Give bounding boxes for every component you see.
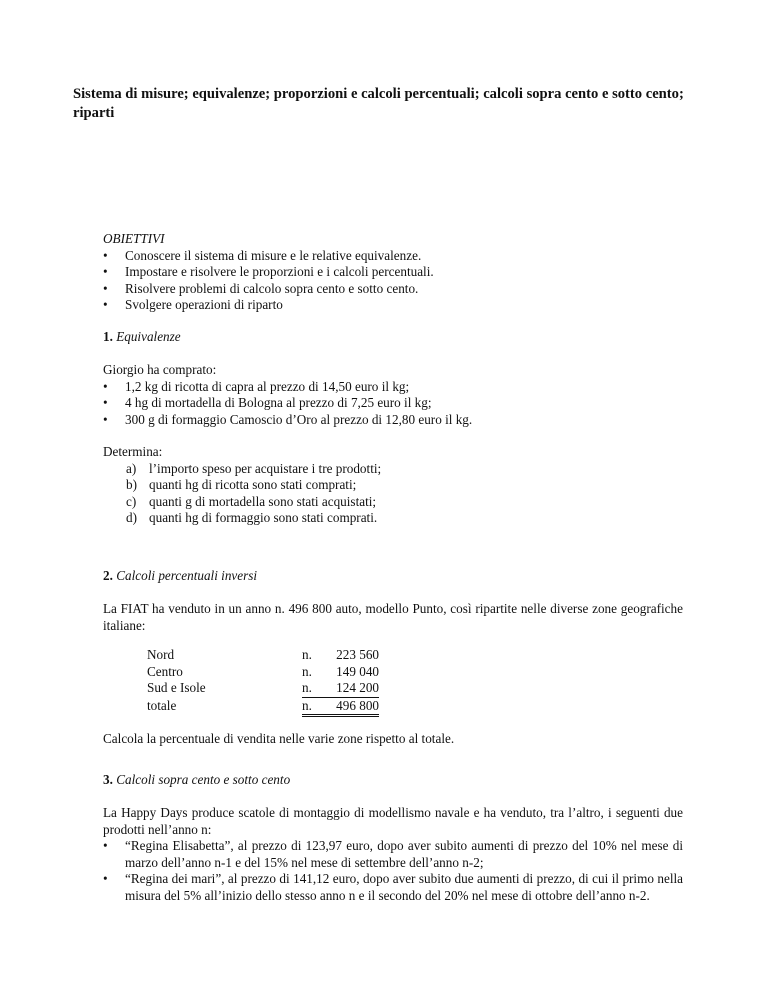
objective-item: • Impostare e risolvere le proporzioni e i calcoli percentuali. <box>103 264 683 281</box>
question-marker: a) <box>126 460 137 476</box>
sales-value: 223 560 <box>336 647 379 662</box>
objective-item: • Risolvere problemi di calcolo sopra cento e sotto cento. <box>103 281 683 298</box>
question-text: l’importo speso per acquistare i tre prodotti; <box>149 460 382 476</box>
unit-label: n. <box>302 647 312 662</box>
exercise-1-heading <box>103 329 683 346</box>
sales-value: 124 200 <box>336 680 379 695</box>
exercise-2-task: Calcola la percentuale di vendita nelle varie zone rispetto al totale. <box>103 731 455 746</box>
exercise-1-title: Equivalenze <box>116 329 181 344</box>
unit-label: n. <box>302 697 332 716</box>
table-row <box>147 664 379 681</box>
exercise-3-number: 3. <box>103 772 113 787</box>
exercise-2-title: Calcoli percentuali inversi <box>116 568 258 583</box>
exercise-3-body <box>103 805 683 904</box>
zone-label: Sud e Isole <box>147 680 206 696</box>
exercise-2-heading <box>103 568 683 585</box>
table-total-row <box>147 697 379 716</box>
purchase-item: • 300 g di formaggio Camoscio d’Oro al prezzo di 12,80 euro il kg. <box>103 412 683 429</box>
exercise-1-questions <box>103 444 683 527</box>
exercise-3-heading <box>103 772 683 789</box>
question-text: quanti g di mortadella sono stati acquistati; <box>149 493 377 509</box>
purchase-item: • 4 hg di mortadella di Bologna al prezzo di 7,25 euro il kg; <box>103 395 683 412</box>
question-item <box>126 477 683 494</box>
exercise-1-body <box>103 362 683 428</box>
objective-item: • Conoscere il sistema di misure e le relative equivalenze. <box>103 248 683 265</box>
table-row <box>147 680 379 697</box>
question-list <box>103 461 683 527</box>
product-item: • “Regina Elisabetta”, al prezzo di 123,97 euro, dopo aver subito aumenti di prezzo del 10% nel mese di marzo dell’anno n-1 e del 15% nel mese di settembre dell’anno n-2; <box>103 838 683 871</box>
question-text: quanti hg di ricotta sono stati comprati; <box>149 477 357 492</box>
product-item: • “Regina dei mari”, al prezzo di 141,12 euro, dopo aver subito due aumenti di prezzo, di cui il primo nella misura del 5% all’inizio dello stesso anno n e il secondo del 20% nel mese di ottobre dell’anno n-2. <box>103 871 683 904</box>
exercise-1-items <box>103 379 683 429</box>
exercise-3-text: La Happy Days produce scatole di montaggio di modellismo navale e ha venduto, tra l’altro, i seguenti due prodotti nell’anno n: <box>103 805 683 837</box>
exercise-2-text: La FIAT ha venduto in un anno n. 496 800 auto, modello Punto, così ripartite nelle diverse zone geografiche italiane: <box>103 601 683 633</box>
exercise-1-number: 1. <box>103 329 113 344</box>
question-marker: b) <box>126 477 137 492</box>
unit-label: n. <box>302 680 312 695</box>
unit-label: n. <box>302 663 312 679</box>
zone-label: Centro <box>147 663 183 679</box>
question-marker: d) <box>126 510 137 525</box>
exercise-3-title: Calcoli sopra cento e sotto cento <box>116 772 291 787</box>
table-row <box>147 647 379 664</box>
objectives-section <box>103 231 683 314</box>
zone-label: totale <box>147 698 177 713</box>
exercise-1-task: Determina: <box>103 444 163 459</box>
question-item <box>126 510 683 527</box>
question-item <box>126 461 683 478</box>
exercise-2-number: 2. <box>103 568 113 583</box>
question-item <box>126 494 683 511</box>
objective-item: • Svolgere operazioni di riparto <box>103 297 683 314</box>
exercise-3-items <box>103 838 683 904</box>
purchase-item: • 1,2 kg di ricotta di capra al prezzo di 14,50 euro il kg; <box>103 379 683 396</box>
question-text: quanti hg di formaggio sono stati comprati. <box>149 510 378 525</box>
exercise-1-intro: Giorgio ha comprato: <box>103 362 217 377</box>
zone-label: Nord <box>147 647 175 662</box>
objectives-list <box>103 248 683 314</box>
objectives-heading: OBIETTIVI <box>103 231 165 246</box>
sales-table <box>147 647 379 717</box>
sales-value: 149 040 <box>336 663 379 679</box>
sales-value: 496 800 <box>332 697 379 716</box>
question-marker: c) <box>126 493 137 509</box>
document-title: Sistema di misure; equivalenze; proporzioni e calcoli percentuali; calcoli sopra cento e sotto cento; riparti <box>73 86 684 121</box>
